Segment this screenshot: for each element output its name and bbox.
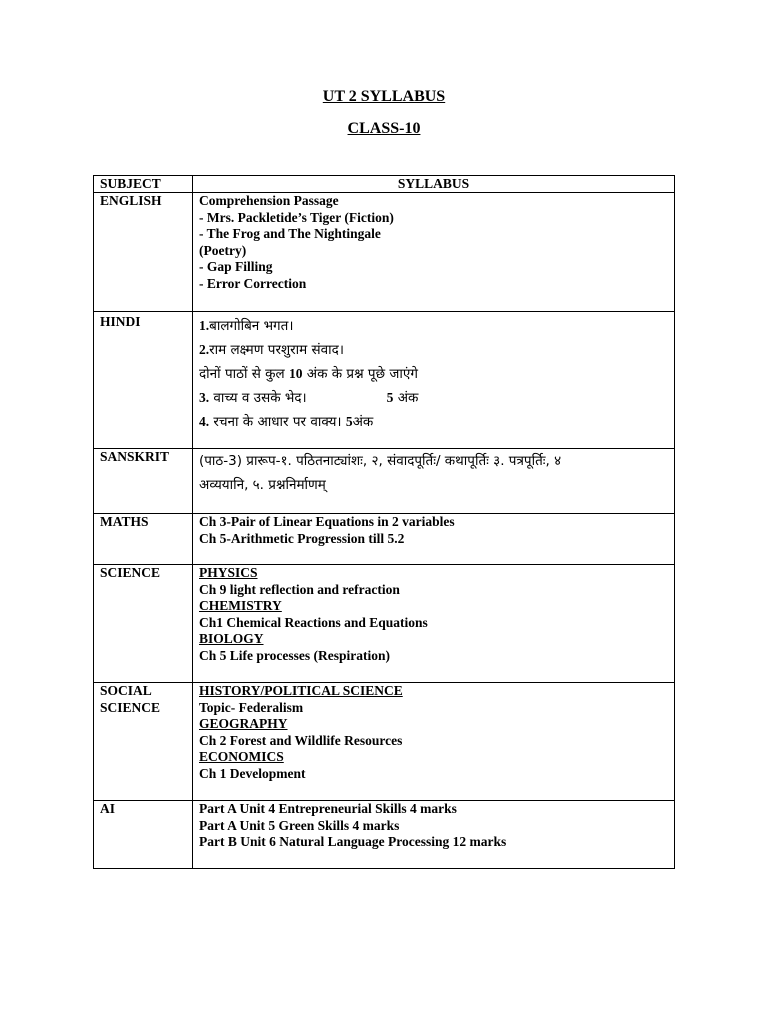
marks-label: अंक (352, 414, 374, 430)
subject-cell: MATHS (94, 514, 193, 565)
line-text: दोनों पाठों से कुल (199, 366, 289, 382)
marks-number: 10 (288, 366, 303, 381)
syllabus-cell (193, 565, 675, 683)
table-row-hindi (94, 312, 675, 449)
subject-cell: AI (94, 801, 193, 869)
syllabus-line: (पाठ-3) प्रारूप-१. पठितनाट्यांशः, २, संवादपूर्तिः/ कथापूर्तिः ३. पत्रपूर्तिः, ४ (199, 453, 562, 469)
line-number: 1. (199, 318, 210, 333)
marks-number: 5 (386, 390, 394, 405)
syllabus-line: Topic- Federalism (199, 699, 304, 715)
section-heading: ECONOMICS (199, 749, 284, 765)
line-text: अंक के प्रश्न पूछे जाएंगे (302, 366, 418, 382)
syllabus-line: Part B Unit 6 Natural Language Processing 12 marks (199, 834, 507, 850)
syllabus-line: Ch 2 Forest and Wildlife Resources (199, 732, 403, 748)
syllabus-line (199, 362, 668, 386)
line-number: 3. (199, 390, 210, 405)
section-heading: GEOGRAPHY (199, 716, 288, 732)
table-row-english (94, 193, 675, 312)
subject-line: SCIENCE (100, 699, 161, 715)
syllabus-line: - Mrs. Packletide’s Tiger (Fiction) (199, 209, 394, 225)
table-row-ai (94, 801, 675, 869)
syllabus-line: अव्ययानि, ५. प्रश्ननिर्माणम् (199, 477, 326, 493)
table-row-sanskrit (94, 449, 675, 514)
class-heading: CLASS-10 (347, 120, 421, 137)
syllabus-line: Ch 5 Life processes (Respiration) (199, 647, 390, 663)
section-heading: CHEMISTRY (199, 598, 282, 614)
line-number: 2. (199, 342, 210, 357)
syllabus-cell (193, 312, 675, 449)
table-header-row (94, 176, 675, 193)
subject-line: SOCIAL (100, 683, 152, 698)
syllabus-table (93, 175, 675, 869)
syllabus-line: (Poetry) (199, 242, 247, 258)
syllabus-cell (193, 193, 675, 312)
syllabus-cell (193, 449, 675, 514)
section-heading: BIOLOGY (199, 631, 264, 647)
syllabus-line: - The Frog and The Nightingale (199, 226, 381, 242)
syllabus-line (199, 314, 668, 338)
marks-label: अंक (393, 390, 419, 406)
syllabus-cell (193, 683, 675, 801)
page-title: UT 2 SYLLABUS (322, 88, 446, 105)
syllabus-line: - Gap Filling (199, 259, 273, 275)
syllabus-line: Part A Unit 4 Entrepreneurial Skills 4 marks (199, 801, 457, 816)
line-number: 4. (199, 414, 210, 429)
marks-number: 5 (345, 414, 353, 429)
section-heading: PHYSICS (199, 565, 258, 580)
syllabus-cell (193, 801, 675, 869)
syllabus-column-header: SYLLABUS (193, 176, 675, 193)
table-row-science (94, 565, 675, 683)
syllabus-line: Part A Unit 5 Green Skills 4 marks (199, 817, 400, 833)
syllabus-line (199, 386, 668, 410)
syllabus-line (199, 410, 668, 434)
section-heading: HISTORY/POLITICAL SCIENCE (199, 683, 403, 698)
syllabus-line: Ch 3-Pair of Linear Equations in 2 variables (199, 514, 455, 529)
subject-cell: HINDI (94, 312, 193, 449)
line-text: राम लक्ष्मण परशुराम संवाद। (209, 342, 344, 358)
table-row-social-science (94, 683, 675, 801)
marks (387, 386, 419, 410)
subject-cell: SANSKRIT (94, 449, 193, 514)
syllabus-line: - Error Correction (199, 275, 307, 291)
subject-cell: SCIENCE (94, 565, 193, 683)
line-text: बालगोबिन भगत। (209, 318, 294, 334)
line-text: रचना के आधार पर वाक्य। (209, 414, 346, 430)
subject-cell: ENGLISH (94, 193, 193, 312)
syllabus-line: Ch1 Chemical Reactions and Equations (199, 614, 428, 630)
subject-cell (94, 683, 193, 801)
table-row-maths (94, 514, 675, 565)
syllabus-line: Ch 1 Development (199, 765, 306, 781)
syllabus-cell (193, 514, 675, 565)
syllabus-line: Ch 5-Arithmetic Progression till 5.2 (199, 530, 405, 546)
line-text: वाच्य व उसके भेद। (209, 390, 307, 406)
subject-column-header: SUBJECT (94, 176, 193, 193)
syllabus-line: Comprehension Passage (199, 193, 339, 208)
syllabus-line (199, 338, 668, 362)
syllabus-line: Ch 9 light reflection and refraction (199, 581, 400, 597)
